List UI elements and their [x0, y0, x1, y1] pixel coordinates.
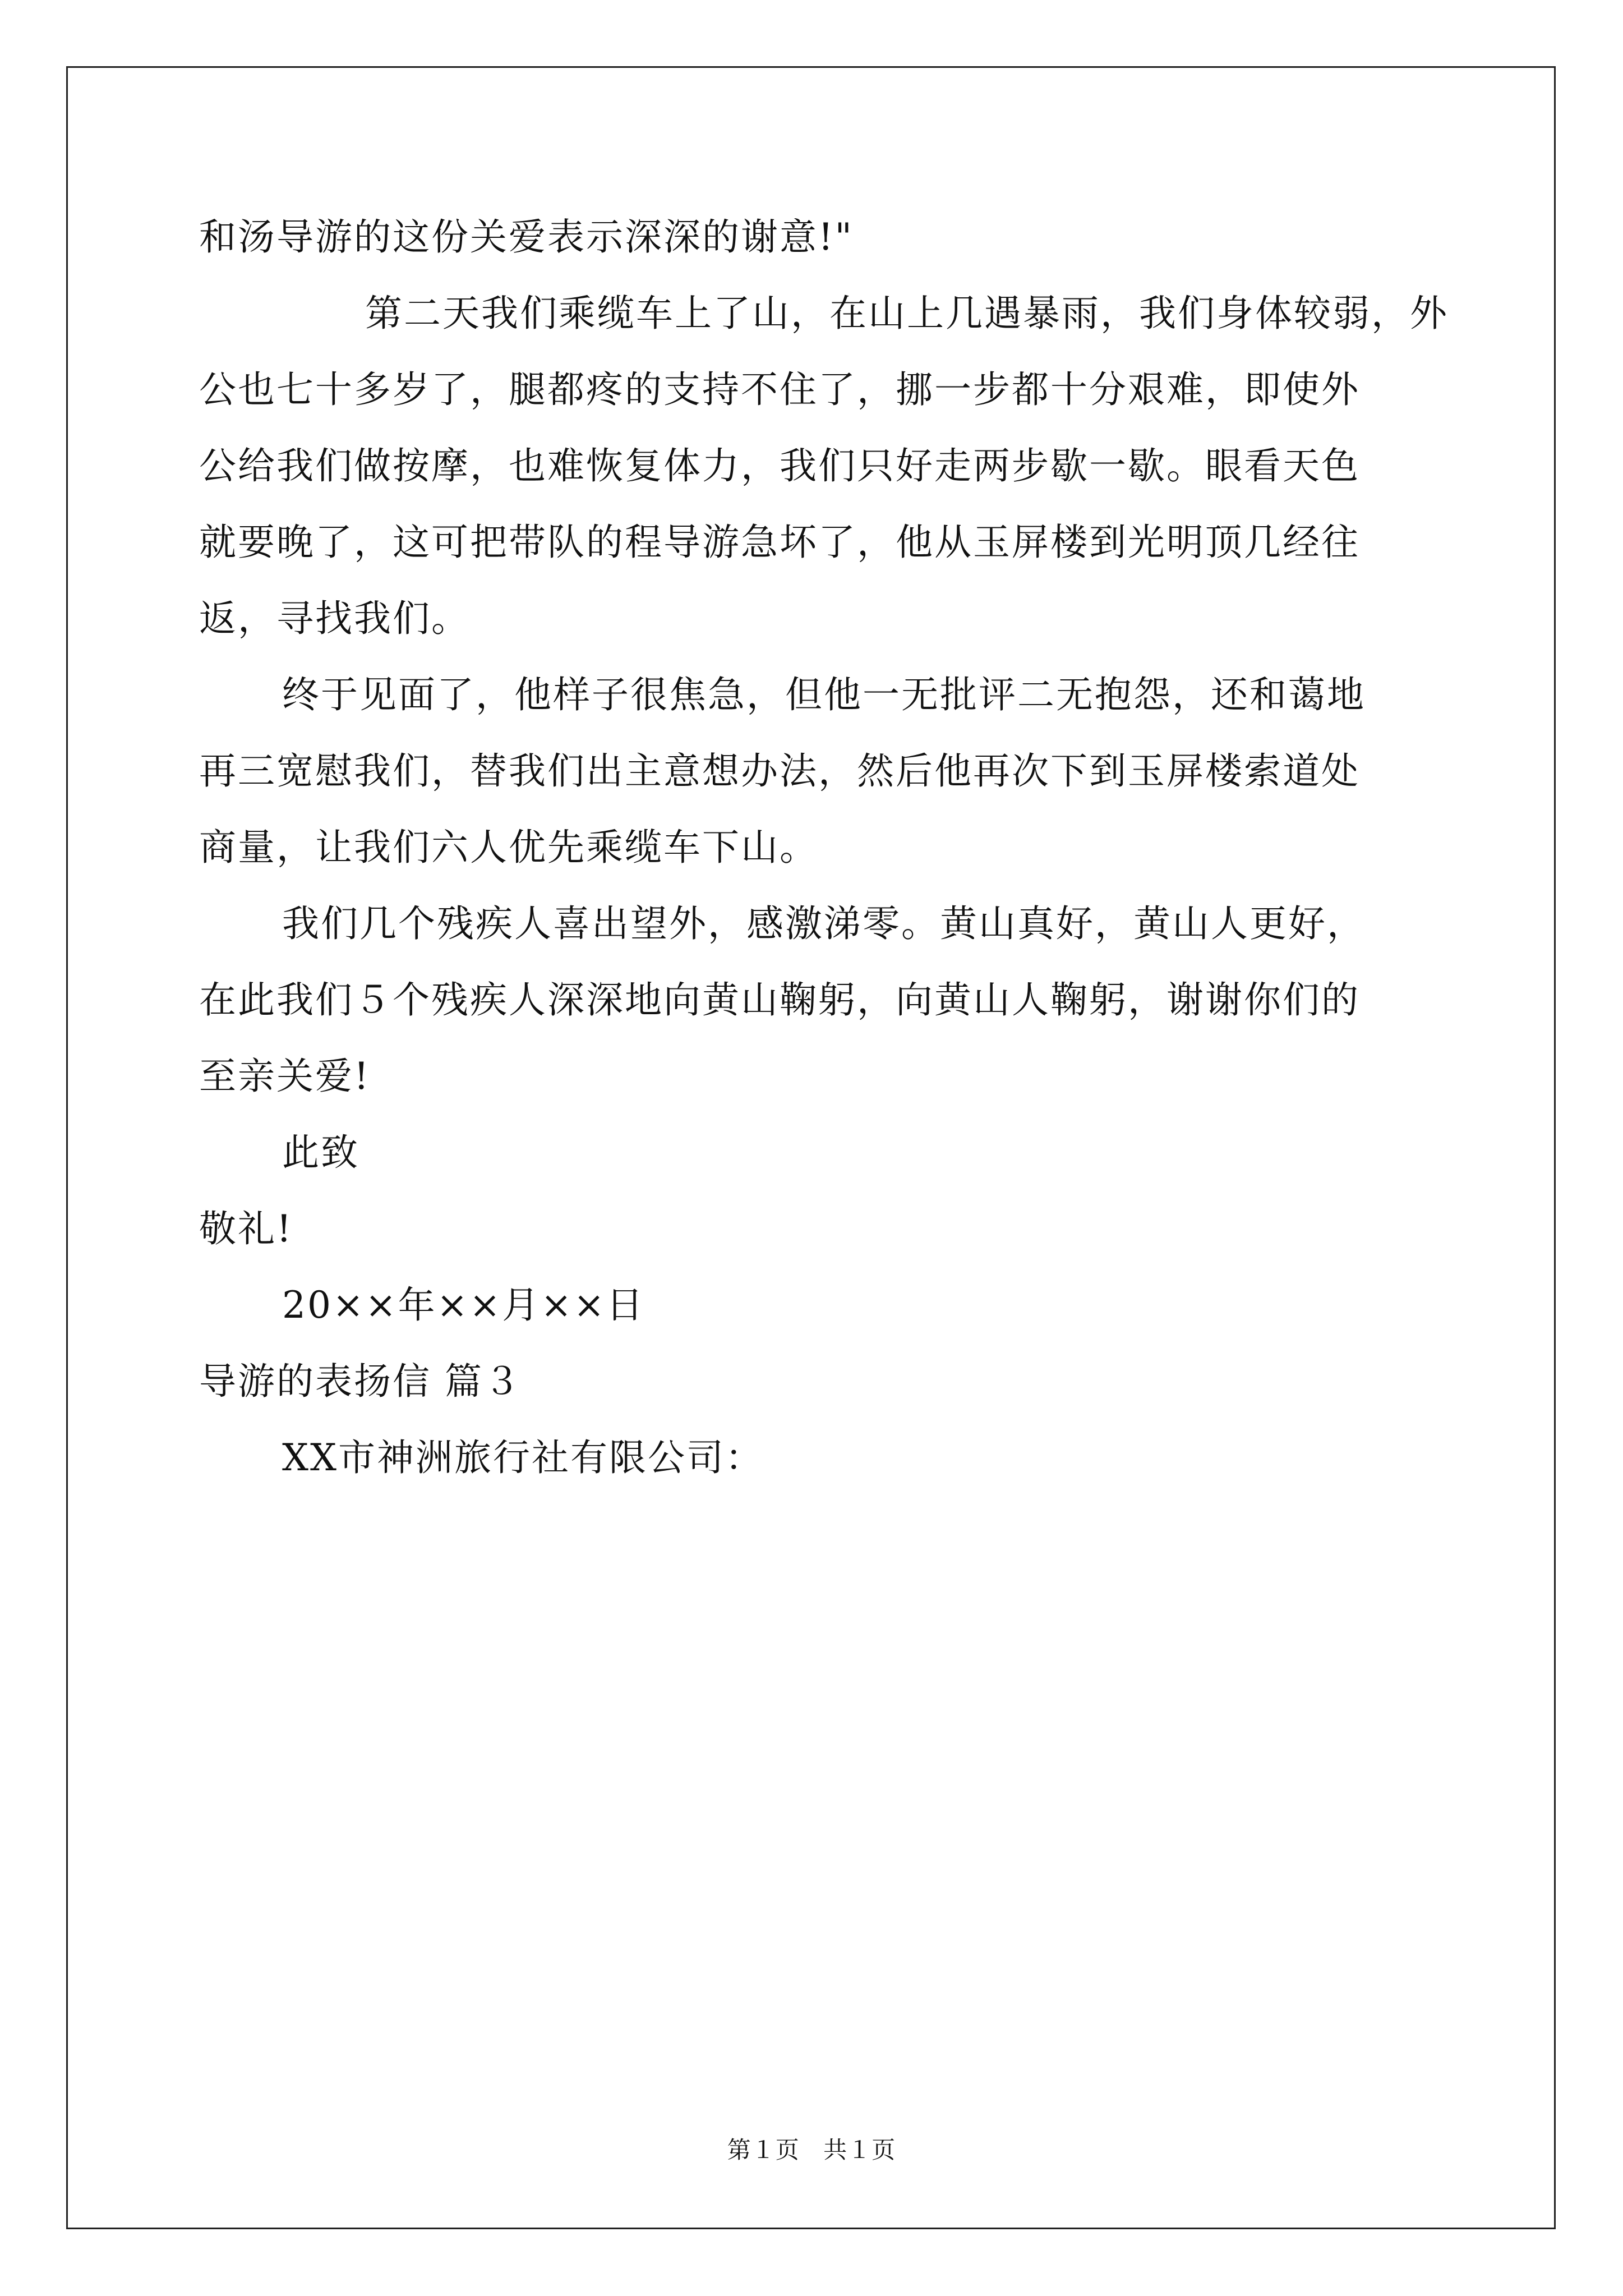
text-line: 返，寻找我们。: [199, 597, 470, 640]
text-line: 商量，让我们六人优先乘缆车下山。: [199, 826, 818, 869]
closing-salutation: 此致: [282, 1131, 359, 1174]
text-line: 至亲关爱!: [199, 1055, 371, 1098]
text-line: 公给我们做按摩，也难恢复体力，我们只好走两步歇一歇。眼看天色: [199, 444, 1360, 487]
text-line: 再三宽慰我们，替我们出主意想办法，然后他再次下到玉屏楼索道处: [199, 749, 1360, 793]
text-line: 第二天我们乘缆车上了山，在山上几遇暴雨，我们身体较弱，外: [365, 292, 1449, 335]
text-line: 在此我们５个残疾人深深地向黄山鞠躬，向黄山人鞠躬，谢谢你们的: [199, 978, 1360, 1022]
page-total: 共１页: [823, 2136, 896, 2164]
letter-date: 20××年××月××日: [282, 1283, 645, 1327]
document-body: [199, 199, 1449, 1496]
closing-respect: 敬礼!: [199, 1207, 293, 1250]
text-line: 公也七十多岁了，腿都疼的支持不住了，挪一步都十分艰难，即使外: [199, 368, 1360, 411]
text-line: 和汤导游的这份关爱表示深深的谢意!": [199, 215, 854, 259]
page-footer: [0, 2132, 1623, 2165]
text-line: 就要晚了，这可把带队的程导游急坏了，他从玉屏楼到光明顶几经往: [199, 521, 1360, 564]
text-line: 终于见面了，他样子很焦急，但他一无批评二无抱怨，还和蔼地: [282, 673, 1366, 716]
section-heading: 导游的表扬信 篇３: [199, 1360, 522, 1403]
recipient-line: XX市神洲旅行社有限公司：: [282, 1436, 764, 1479]
text-line: 我们几个残疾人喜出望外，感激涕零。黄山真好，黄山人更好，: [282, 902, 1366, 945]
page-number: 第１页: [727, 2136, 800, 2164]
